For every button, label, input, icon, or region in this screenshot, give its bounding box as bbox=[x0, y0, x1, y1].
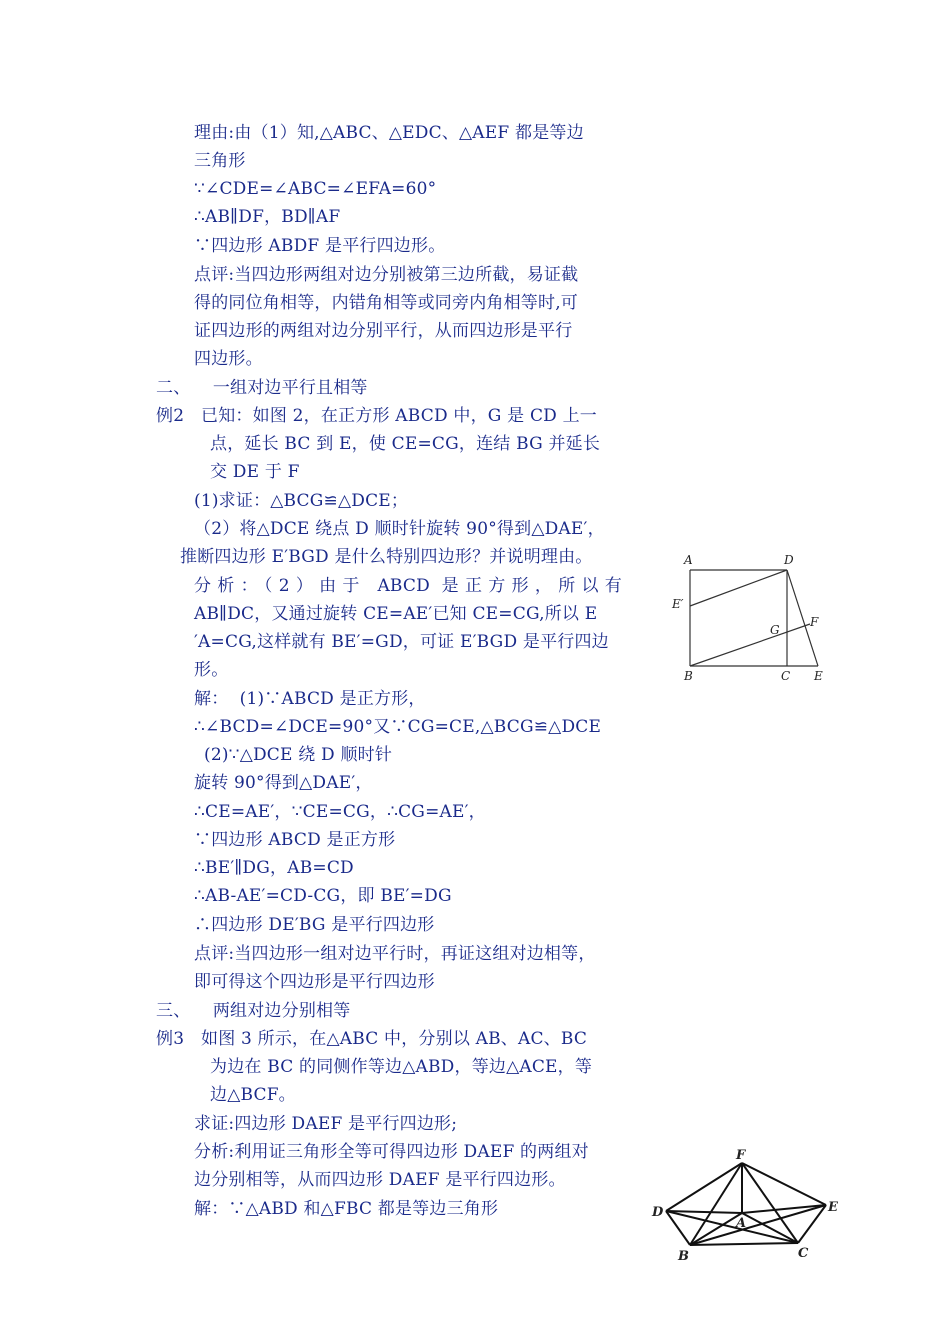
label-d: D bbox=[784, 553, 794, 567]
label-c: C bbox=[781, 669, 791, 683]
analysis-line: AB∥DC，又通过旋转 CE=AE′已知 CE=CG,所以 E bbox=[194, 604, 598, 624]
figure-3-triangle-diagram bbox=[648, 1145, 848, 1270]
label-c: C bbox=[798, 1246, 809, 1261]
text-line: ∴AB∥DF，BD∥AF bbox=[194, 207, 341, 227]
question-line: 求证:四边形 DAEF 是平行四边形; bbox=[194, 1114, 458, 1134]
segment-ec bbox=[798, 1205, 826, 1243]
commentary-line: 点评:当四边形两组对边分别被第三边所截，易证截 bbox=[194, 265, 579, 285]
text-line: ∵四边形 ABDF 是平行四边形。 bbox=[194, 236, 446, 256]
label-e: E bbox=[814, 669, 823, 683]
solution-line: 旋转 90°得到△DAE′， bbox=[194, 773, 373, 793]
solution-line: 解：∵△ABD 和△FBC 都是等边三角形 bbox=[194, 1199, 499, 1219]
solution-line: 解： (1)∵ABCD 是正方形， bbox=[194, 689, 426, 709]
section-heading: 三、 两组对边分别相等 bbox=[156, 1001, 351, 1021]
segment-eprime-d bbox=[690, 570, 787, 606]
question-line: (1)求证：△BCG≌△DCE； bbox=[194, 491, 409, 511]
segment-fe bbox=[742, 1163, 826, 1205]
example-line: 为边在 BC 的同侧作等边△ABD，等边△ACE，等 bbox=[210, 1057, 593, 1077]
label-b: B bbox=[678, 1249, 689, 1264]
analysis-line: ′A=CG,这样就有 BE′=GD，可证 E′BGD 是平行四边 bbox=[194, 632, 609, 652]
segment-bc bbox=[690, 1243, 798, 1245]
segment-fd bbox=[666, 1163, 742, 1211]
segment-da bbox=[666, 1211, 742, 1213]
label-g: G bbox=[770, 623, 780, 637]
solution-line: ∴四边形 DE′BG 是平行四边形 bbox=[194, 915, 435, 935]
solution-line: ∴BE′∥DG，AB=CD bbox=[194, 858, 354, 878]
segment-bf bbox=[690, 624, 810, 666]
label-e: E bbox=[828, 1200, 838, 1215]
solution-line: ∴CE=AE′，∵CE=CG，∴CG=AE′， bbox=[194, 802, 486, 822]
example-line: 点，延长 BC 到 E，使 CE=CG，连结 BG 并延长 bbox=[210, 434, 601, 454]
example-line: 交 DE 于 F bbox=[210, 462, 300, 482]
solution-line: ∴∠BCD=∠DCE=90°又∵CG=CE,△BCG≌△DCE bbox=[194, 717, 602, 737]
label-d: D bbox=[652, 1205, 664, 1220]
label-a: A bbox=[684, 553, 693, 567]
commentary-line: 点评:当四边形一组对边平行时，再证这组对边相等， bbox=[194, 944, 596, 964]
solution-line: ∴AB-AE′=CD-CG，即 BE′=DG bbox=[194, 886, 452, 906]
analysis-line: 分析:利用证三角形全等可得四边形 DAEF 的两组对 bbox=[194, 1142, 589, 1162]
example-line: 例3 如图 3 所示，在△ABC 中，分别以 AB、AC、BC bbox=[156, 1029, 588, 1049]
text-line: 三角形 bbox=[194, 151, 246, 171]
label-f: F bbox=[736, 1148, 746, 1163]
question-line: 推断四边形 E′BGD 是什么特别四边形？并说明理由。 bbox=[180, 547, 593, 567]
solution-line: (2)∵△DCE 绕 D 顺时针 bbox=[204, 745, 393, 765]
commentary-line: 证四边形的两组对边分别平行，从而四边形是平行 bbox=[194, 321, 573, 341]
commentary-line: 即可得这个四边形是平行四边形 bbox=[194, 972, 435, 992]
label-f: F bbox=[810, 615, 819, 629]
commentary-line: 四边形。 bbox=[194, 349, 263, 369]
label-b: B bbox=[684, 669, 693, 683]
text-line: ∵∠CDE=∠ABC=∠EFA=60° bbox=[194, 179, 437, 199]
example-line: 例2 已知：如图 2，在正方形 ABCD 中，G 是 CD 上一 bbox=[156, 406, 598, 426]
section-heading: 二、 一组对边平行且相等 bbox=[156, 378, 368, 398]
text-line: 理由:由（1）知,△ABC、△EDC、△AEF 都是等边 bbox=[194, 123, 584, 143]
question-line: （2）将△DCE 绕点 D 顺时针旋转 90°得到△DAE′， bbox=[194, 519, 605, 539]
analysis-line: 边分别相等，从而四边形 DAEF 是平行四边形。 bbox=[194, 1170, 566, 1190]
commentary-line: 得的同位角相等，内错角相等或同旁内角相等时,可 bbox=[194, 293, 579, 313]
analysis-line: 形。 bbox=[194, 660, 229, 680]
label-e-prime: E′ bbox=[672, 597, 684, 611]
label-a: A bbox=[736, 1216, 747, 1231]
analysis-line: 分析：（2）由于 ABCD 是正方形，所以有 bbox=[194, 576, 622, 596]
example-line: 边△BCF。 bbox=[210, 1085, 296, 1105]
solution-line: ∵四边形 ABCD 是正方形 bbox=[194, 830, 396, 850]
figure-2-square-diagram bbox=[660, 548, 840, 688]
